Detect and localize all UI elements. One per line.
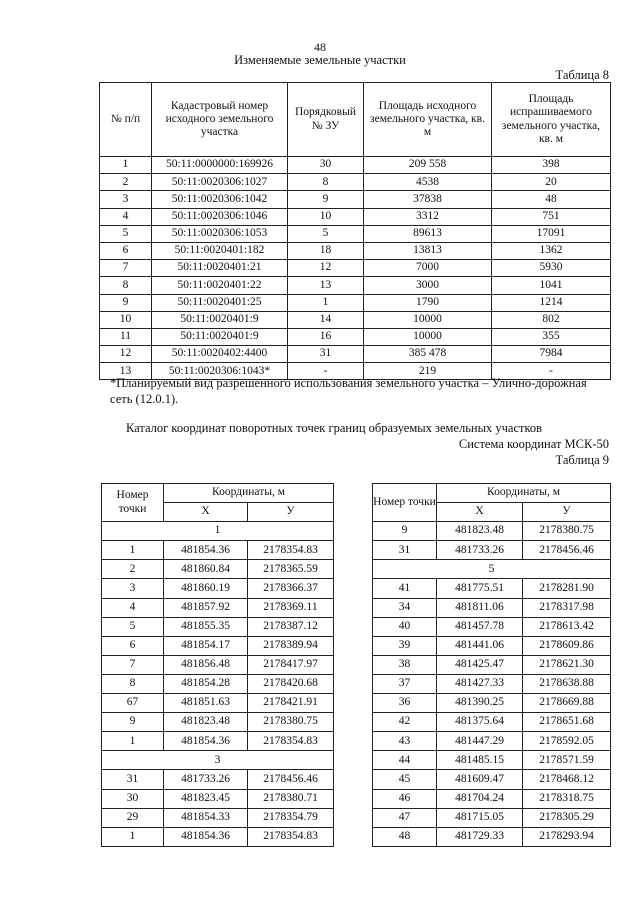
table-cell: 398 [492,157,611,174]
table-cell: 7 [100,260,152,277]
table8-body [100,157,611,380]
table-row [102,827,334,846]
coord-y: 2178281.90 [523,579,611,598]
point-number: 40 [373,617,437,636]
table-cell: 16 [288,328,364,345]
coord-x: 481425.47 [437,655,523,674]
table-cell: 5930 [492,260,611,277]
coord-x: 481729.33 [437,827,523,846]
point-number: 1 [102,541,164,560]
coord-y: 2178609.86 [523,636,611,655]
table-cell: 1 [288,294,364,311]
table-cell: 14 [288,311,364,328]
point-number: 6 [102,636,164,655]
table-row [373,827,611,846]
table-cell: 1790 [364,294,492,311]
table-row [102,713,334,732]
coord-x: 481375.64 [437,713,523,732]
table-cell: 10000 [364,311,492,328]
table-row [102,789,334,808]
table-row [100,260,611,277]
header-cadastral: Кадастровый номер исходного земельного участка [152,83,288,157]
table-cell: 385 478 [364,346,492,363]
coord-x: 481851.63 [164,694,248,713]
table-cell: 9 [100,294,152,311]
table-cell: 50:11:0020306:1053 [152,225,288,242]
table-cell: 50:11:0020401:22 [152,277,288,294]
header-y: У [248,503,334,522]
table-row [373,789,611,808]
section-label: 1 [102,522,334,541]
header-x: X [437,503,523,522]
coord-y: 2178318.75 [523,789,611,808]
point-number: 1 [102,827,164,846]
table-row [102,598,334,617]
point-number: 44 [373,751,437,770]
point-number: 46 [373,789,437,808]
header-requested-area: Площадь испрашиваемого земельного участка, кв. м [492,83,611,157]
point-number: 36 [373,694,437,713]
table-row [102,541,334,560]
table-row [100,311,611,328]
table-row [100,294,611,311]
header-coords: Координаты, м [437,484,611,503]
table-row [100,157,611,174]
table-row [102,636,334,655]
table-cell: 10 [288,208,364,225]
table-cell: 50:11:0020401:25 [152,294,288,311]
table-cell: 1 [100,157,152,174]
section-row [373,560,611,579]
table-cell: 1214 [492,294,611,311]
coord-y: 2178380.75 [248,713,334,732]
table-cell: 3312 [364,208,492,225]
coord-x: 481715.05 [437,808,523,827]
point-number: 9 [102,713,164,732]
table-row [373,541,611,560]
table-row [102,694,334,713]
table-cell: 50:11:0020306:1043* [152,363,288,380]
section-label: 5 [373,560,611,579]
header-coords: Координаты, м [164,484,334,503]
table-cell: 13 [100,363,152,380]
coord-y: 2178305.29 [523,808,611,827]
coord-y: 2178365.59 [248,560,334,579]
coordinates-table-left [101,483,334,847]
point-number: 38 [373,655,437,674]
coord-x: 481854.36 [164,541,248,560]
table-cell: 219 [364,363,492,380]
table-cell: 751 [492,208,611,225]
table-cell: 50:11:0020402:4400 [152,346,288,363]
coord-x: 481441.06 [437,636,523,655]
point-number: 31 [102,770,164,789]
table-header-row [102,484,334,503]
coord-x: 481854.33 [164,808,248,827]
coord-y: 2178592.05 [523,732,611,751]
header-number: № п/п [100,83,152,157]
point-number: 67 [102,694,164,713]
coord-y: 2178421.91 [248,694,334,713]
table-cell: 50:11:0020306:1046 [152,208,288,225]
coord-x: 481854.17 [164,636,248,655]
point-number: 2 [102,560,164,579]
point-number: 5 [102,617,164,636]
table-cell: 5 [288,225,364,242]
point-number: 29 [102,808,164,827]
coord-x: 481860.19 [164,579,248,598]
table-cell: 355 [492,328,611,345]
catalog-title: Каталог координат поворотных точек границ образуемых земельных участков [126,421,543,435]
table-cell: 8 [288,174,364,191]
section-row [102,522,334,541]
coordinate-system: Система координат МСК-50 [458,437,609,451]
table-row [102,808,334,827]
header-order: Порядковый № ЗУ [288,83,364,157]
table-cell: 50:11:0000000:169926 [152,157,288,174]
coord-x: 481857.92 [164,598,248,617]
table-row [100,208,611,225]
table-cell: 7984 [492,346,611,363]
point-number: 48 [373,827,437,846]
table9-left-body [102,522,334,847]
section-row [102,751,334,770]
table-cell: - [492,363,611,380]
table-row [102,674,334,693]
table-row [373,598,611,617]
coord-y: 2178456.46 [523,541,611,560]
coord-x: 481860.84 [164,560,248,579]
table-cell: 50:11:0020401:9 [152,328,288,345]
header-y: У [523,503,611,522]
table-cell: 50:11:0020401:182 [152,242,288,259]
table-row [102,770,334,789]
coord-x: 481856.48 [164,655,248,674]
page-number: 48 [314,40,326,54]
coord-y: 2178571.59 [523,751,611,770]
table-cell: 50:11:0020401:21 [152,260,288,277]
coord-y: 2178293.94 [523,827,611,846]
table-cell: 13813 [364,242,492,259]
coord-y: 2178651.68 [523,713,611,732]
coord-y: 2178354.79 [248,808,334,827]
table-cell: 12 [100,346,152,363]
table-row [373,770,611,789]
point-number: 43 [373,732,437,751]
table-row [373,655,611,674]
point-number: 34 [373,598,437,617]
table-cell: 17091 [492,225,611,242]
table-cell: 4 [100,208,152,225]
table-cell: 37838 [364,191,492,208]
table-cell: 8 [100,277,152,294]
coord-y: 2178387.12 [248,617,334,636]
coord-x: 481390.25 [437,694,523,713]
table-cell: 11 [100,328,152,345]
coord-x: 481447.29 [437,732,523,751]
table-row [373,732,611,751]
coord-x: 481811.06 [437,598,523,617]
coord-x: 481704.24 [437,789,523,808]
point-number: 42 [373,713,437,732]
table-cell: 20 [492,174,611,191]
table8-footnote: *Планируемый вид разрешенного использования земельного участка – Улично-дорожная сеть (12.0.1). [110,376,587,407]
table-cell: 50:11:0020401:9 [152,311,288,328]
point-number: 7 [102,655,164,674]
table-row [100,225,611,242]
table8-title: Изменяемые земельные участки [234,53,406,67]
coordinates-table-right [372,483,611,847]
point-number: 31 [373,541,437,560]
changed-parcels-table [99,82,611,380]
table-row [102,655,334,674]
table-cell: 1041 [492,277,611,294]
table8-label: Таблица 8 [555,68,609,82]
table-cell: 209 558 [364,157,492,174]
coord-x: 481823.48 [164,713,248,732]
coord-y: 2178638.88 [523,674,611,693]
table-cell: 4538 [364,174,492,191]
table-row [373,751,611,770]
table-cell: 10000 [364,328,492,345]
table-row [100,346,611,363]
table-row [100,191,611,208]
table-cell: 5 [100,225,152,242]
coord-y: 2178389.94 [248,636,334,655]
coord-x: 481609.47 [437,770,523,789]
coord-x: 481457.78 [437,617,523,636]
header-x: X [164,503,248,522]
coord-x: 481485.15 [437,751,523,770]
table9-right-body [373,522,611,847]
coord-y: 2178456.46 [248,770,334,789]
table-row [100,242,611,259]
table-row [373,808,611,827]
table-cell: 50:11:0020306:1042 [152,191,288,208]
header-point: Номер точки [102,484,164,522]
coord-y: 2178417.97 [248,655,334,674]
header-point: Номер точки [373,484,437,522]
point-number: 4 [102,598,164,617]
table-row [102,560,334,579]
table-cell: 50:11:0020306:1027 [152,174,288,191]
table-cell: 30 [288,157,364,174]
table-row [373,579,611,598]
table-cell: 10 [100,311,152,328]
coord-x: 481733.26 [164,770,248,789]
table-row [373,522,611,541]
table-cell: 48 [492,191,611,208]
point-number: 41 [373,579,437,598]
coord-y: 2178354.83 [248,732,334,751]
coord-y: 2178613.42 [523,617,611,636]
table-cell: 3 [100,191,152,208]
point-number: 8 [102,674,164,693]
table-cell: 1362 [492,242,611,259]
table-row [100,174,611,191]
point-number: 1 [102,732,164,751]
table-cell: 6 [100,242,152,259]
table-row [373,636,611,655]
coord-x: 481823.48 [437,522,523,541]
coord-x: 481854.28 [164,674,248,693]
table-cell: 9 [288,191,364,208]
table-cell: 802 [492,311,611,328]
table-row [102,617,334,636]
table-cell: 18 [288,242,364,259]
point-number: 47 [373,808,437,827]
coord-y: 2178669.88 [523,694,611,713]
table-row [373,694,611,713]
point-number: 39 [373,636,437,655]
table-cell: 12 [288,260,364,277]
table9-label: Таблица 9 [555,453,609,467]
coord-x: 481775.51 [437,579,523,598]
point-number: 9 [373,522,437,541]
coord-y: 2178468.12 [523,770,611,789]
table-row [373,713,611,732]
point-number: 45 [373,770,437,789]
table-cell: 13 [288,277,364,294]
coord-x: 481855.35 [164,617,248,636]
coord-x: 481854.36 [164,827,248,846]
table-header-row [100,83,611,157]
coord-y: 2178317.98 [523,598,611,617]
table-header-row [373,484,611,503]
coord-y: 2178380.71 [248,789,334,808]
section-label: 3 [102,751,334,770]
coord-x: 481823.45 [164,789,248,808]
coord-x: 481733.26 [437,541,523,560]
coord-y: 2178420.68 [248,674,334,693]
coord-y: 2178380.75 [523,522,611,541]
point-number: 3 [102,579,164,598]
table-row [100,328,611,345]
table-cell: 2 [100,174,152,191]
table-row [373,617,611,636]
point-number: 37 [373,674,437,693]
table-cell: 7000 [364,260,492,277]
table-cell: 31 [288,346,364,363]
point-number: 30 [102,789,164,808]
table-row [102,579,334,598]
coord-x: 481854.36 [164,732,248,751]
table-row [373,674,611,693]
coord-x: 481427.33 [437,674,523,693]
table-row [102,732,334,751]
coord-y: 2178369.11 [248,598,334,617]
header-source-area: Площадь исходного земельного участка, кв. м [364,83,492,157]
coord-y: 2178354.83 [248,541,334,560]
coord-y: 2178621.30 [523,655,611,674]
table-cell: 89613 [364,225,492,242]
table-cell: 3000 [364,277,492,294]
coord-y: 2178354.83 [248,827,334,846]
table-cell: - [288,363,364,380]
table-row [100,277,611,294]
coord-y: 2178366.37 [248,579,334,598]
